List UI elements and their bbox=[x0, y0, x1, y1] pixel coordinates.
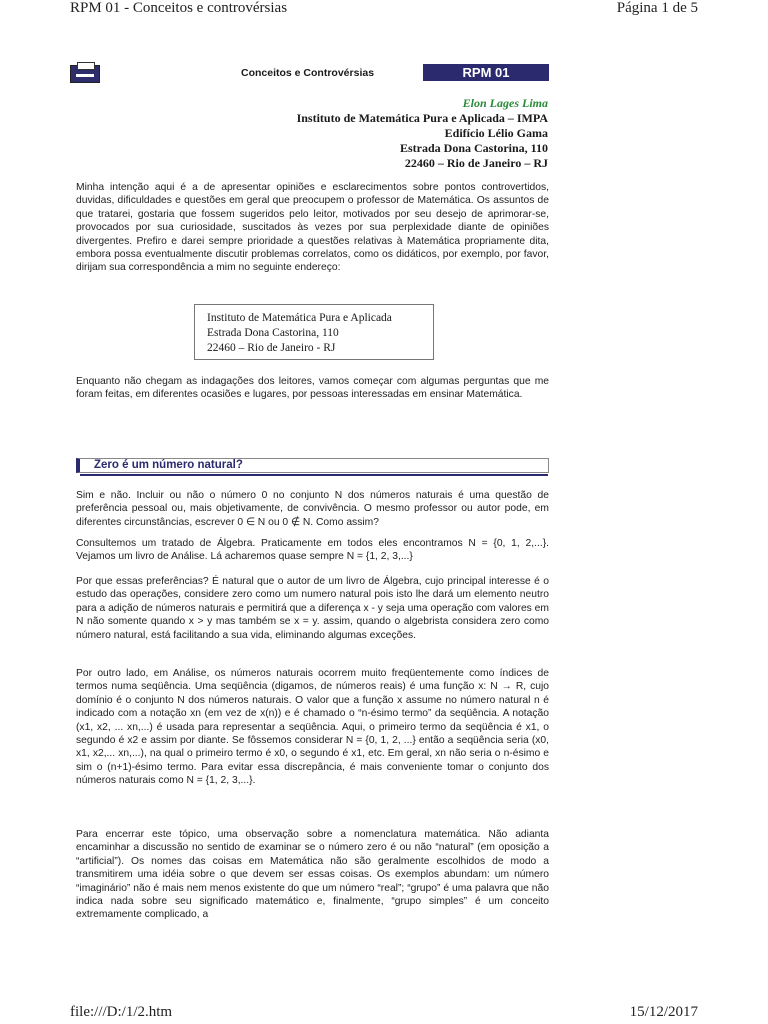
author-line3: Estrada Dona Castorina, 110 bbox=[399, 141, 548, 155]
page-indicator: Página 1 de 5 bbox=[616, 0, 698, 16]
rpm-badge: RPM 01 bbox=[423, 64, 549, 81]
intro-paragraph: Minha intenção aqui é a de apresentar opiniões e esclarecimentos sobre pontos controvertidos, duvidas, dificuldades e questões em geral que preocupem o professor de Matemática. Os assuntos de que tratarei, gostaria que fossem sugeridos pelo leitor, motivados por seu desejo de aprimorar-se, provocados por sua curiosidade, suscitados às vezes por sua perplexidade diante de opiniões divergentes. Prefiro e darei sempre prioridade a questões relativas à Matemática propriamente dita, embora possa eventualmente discutir problemas correlatos, como os didáticos, por exemplo, por favor, dirijam sua correspondência a mim no seguinte endereço: bbox=[76, 182, 549, 274]
body-paragraph-3: Por que essas preferências? É natural que o autor de um livro de Álgebra, cujo principal interesse é o estudo das operações, considere zero como um numero natural pois isto lhe dará um elemento neutro para a adição de números naturais e permitirá que a diferença x - y seja uma operação com valores em N não somente quando x > y mas também se x = y. assim, quando o algebrista considera zero como número natural, está facilitando a sua vida, eliminando algumas exceções. bbox=[76, 576, 549, 641]
author-line4: 22460 – Rio de Janeiro – RJ bbox=[404, 156, 548, 170]
section-heading-bar bbox=[76, 458, 549, 473]
body-paragraph-4: Por outro lado, em Análise, os números naturais ocorrem muito freqüentemente como índices de termos numa seqüência. Uma seqüência (digamos, de números reais) é uma função x: N → R, cujo domínio é o conjunto N dos números naturais. O valor que a função x assume no número natural n é indicado com a notação xn (em vez de x(n)) e é chamado o “n-ésimo termo” da seqüência. A notação (x1, x2, ... xn,...) é usada para representar a seqüência. Aqui, o primeiro termo da seqüência é x1, o segundo é x2 e assim por diante. Se fôssemos considerar N = {0, 1, 2, ...} então a seqüência seria (x0, x1, x2,... xn,...), na qual o primeiro termo é x0, o segundo é x1, etc. Em geral, xn não seria o n-ésimo e sim o (n+1)-ésimo termo. Para evitar essa discrepância, é mais conveniente tomar o conjunto dos números naturais como N = {1, 2, 3,...}. bbox=[76, 668, 549, 787]
address-line1: Instituto de Matemática Pura e Aplicada bbox=[207, 312, 392, 324]
address-box bbox=[194, 304, 434, 360]
print-date: 15/12/2017 bbox=[629, 1004, 698, 1020]
printer-slot bbox=[76, 74, 94, 77]
author-name: Elon Lages Lima bbox=[462, 96, 548, 110]
file-path: file:///D:/1/2.htm bbox=[70, 1004, 173, 1020]
body-paragraph-5: Para encerrar este tópico, uma observação sobre a nomenclatura matemática. Não adianta encaminhar a discussão no sentido de examinar se o número zero é ou não “natural” (em oposição a “artificial”). Os nomes das coisas em Matemática não são geralmente escolhidos de modo a transmitirem uma idéia sobre o que devem ser essas coisas. Os exemplos abundam: um número “imaginário” não é mais nem menos existente do que um número “real”; “grupo” é uma palavra que não indica nada sobre seu significado matemático e, finalmente, “grupo simples” é um conceito extremamente complicado, a bbox=[76, 829, 549, 921]
printer-paper bbox=[77, 62, 95, 70]
address-line3: 22460 – Rio de Janeiro - RJ bbox=[207, 342, 336, 354]
wait-paragraph: Enquanto não chegam as indagações dos leitores, vamos começar com algumas perguntas que me foram feitas, em diferentes ocasiões e lugares, por pessoas interessadas em ensinar Matemática. bbox=[76, 376, 549, 401]
body-paragraph-1: Sim e não. Incluir ou não o número 0 no conjunto N dos números naturais é uma questão de preferência pessoal ou, mais objetivamente, de convivência. O mesmo professor ou autor pode, em diferentes circunstâncias, escrever 0 ∈ N ou 0 ∉ N. Como assim? bbox=[76, 490, 549, 528]
printer-icon[interactable] bbox=[70, 65, 100, 83]
author-line2: Edifício Lélio Gama bbox=[444, 126, 548, 140]
address-line2: Estrada Dona Castorina, 110 bbox=[207, 327, 339, 339]
author-block bbox=[297, 96, 548, 171]
author-line1: Instituto de Matemática Pura e Aplicada – IMPA bbox=[296, 111, 548, 125]
browser-title: RPM 01 - Conceitos e controvérsias bbox=[70, 0, 288, 16]
body-paragraph-2: Consultemos um tratado de Álgebra. Praticamente em todos eles encontramos N = {0, 1, 2,...}. Vejamos um livro de Análise. Lá acharemos quase sempre N = {1, 2, 3,...} bbox=[76, 538, 549, 563]
section-heading: Zero é um número natural? bbox=[94, 459, 243, 471]
section-title: Conceitos e Controvérsias bbox=[241, 67, 375, 79]
section-underline bbox=[80, 474, 548, 476]
